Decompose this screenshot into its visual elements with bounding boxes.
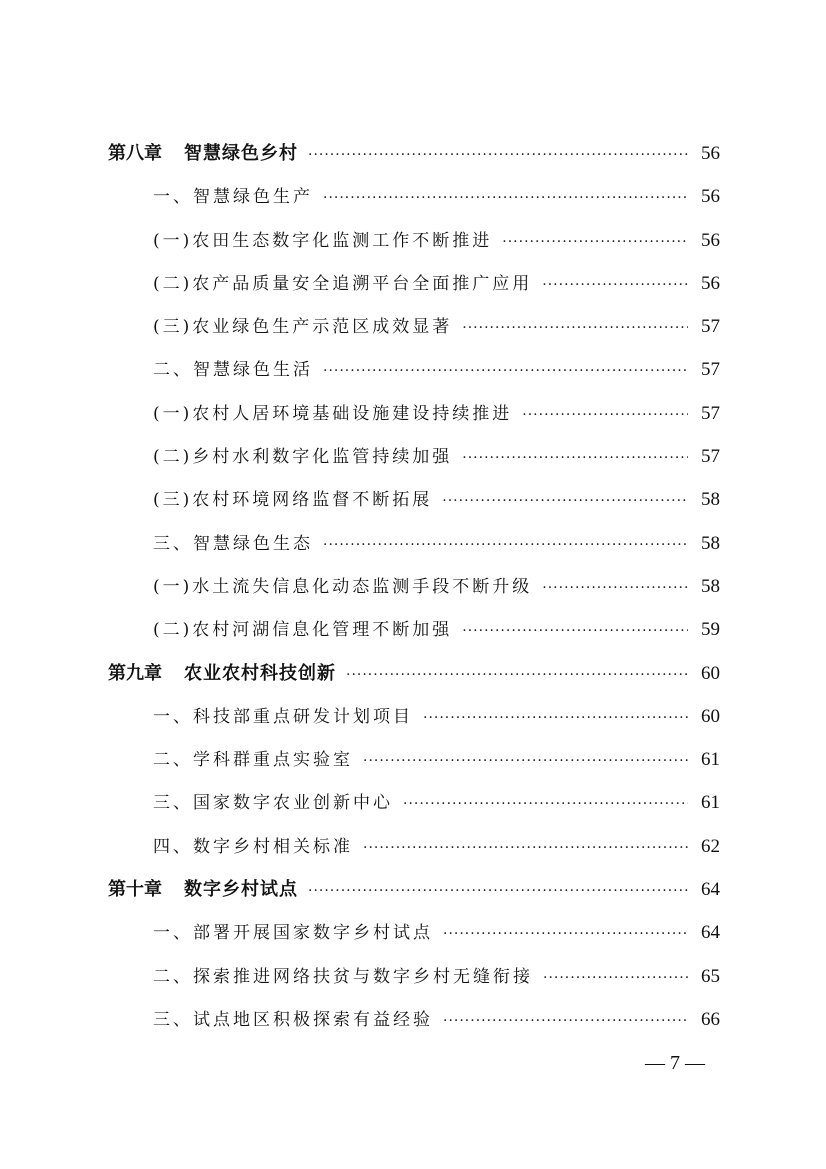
subsection-title: (二)农产品质量安全追溯平台全面推广应用 [153,273,533,294]
toc-subsection-entry[interactable] [108,435,720,478]
section-title: 三、智慧绿色生态 [153,533,313,554]
page-number: 57 [701,446,720,468]
page-number: 57 [701,316,720,338]
dot-leader [323,350,688,393]
table-of-contents [108,132,720,1041]
toc-section-entry[interactable] [108,998,720,1041]
dot-leader [542,264,688,307]
page-number: 57 [701,359,720,381]
dot-leader [442,480,688,523]
page-number: 60 [701,705,720,727]
page-number: 64 [701,879,720,901]
page-number: 58 [701,532,720,554]
dot-leader [346,654,688,697]
chapter-title: 数字乡村试点 [184,879,298,901]
dot-leader [522,394,688,437]
dot-leader [502,221,688,264]
toc-subsection-entry[interactable] [108,262,720,305]
page-number: 58 [701,489,720,511]
dot-leader [363,740,688,783]
toc-subsection-entry[interactable] [108,305,720,348]
toc-section-entry[interactable] [108,955,720,998]
toc-section-entry[interactable] [108,175,720,218]
toc-section-entry[interactable] [108,695,720,738]
subsection-title: (三)农村环境网络监督不断拓展 [153,490,433,511]
page-number: 65 [701,965,720,987]
toc-section-entry[interactable] [108,738,720,781]
dot-leader [323,177,688,220]
toc-chapter-entry[interactable] [108,652,720,695]
dot-leader [363,827,688,870]
page-number: 64 [701,922,720,944]
page-number: 62 [701,835,720,857]
chapter-number: 第十章 [108,879,162,901]
section-title: 三、试点地区积极探索有益经验 [153,1009,433,1030]
section-title: 一、智慧绿色生产 [153,187,313,208]
toc-subsection-entry[interactable] [108,565,720,608]
dot-leader [308,134,688,177]
toc-subsection-entry[interactable] [108,478,720,521]
toc-section-entry[interactable] [108,825,720,868]
section-title: 三、国家数字农业创新中心 [153,793,393,814]
toc-section-entry[interactable] [108,781,720,824]
toc-chapter-entry[interactable] [108,132,720,175]
chapter-title: 农业农村科技创新 [184,662,336,684]
toc-subsection-entry[interactable] [108,392,720,435]
dot-leader [403,783,688,826]
section-title: 四、数字乡村相关标准 [153,836,353,857]
dot-leader [542,567,688,610]
toc-subsection-entry[interactable] [108,608,720,651]
section-title: 一、科技部重点研发计划项目 [153,706,413,727]
chapter-title: 智慧绿色乡村 [184,143,298,164]
chapter-number: 第八章 [108,143,162,164]
page-number: 61 [701,792,720,814]
chapter-number: 第九章 [108,662,162,684]
dot-leader [423,697,688,740]
dot-leader [462,610,688,653]
dot-leader [443,1000,688,1043]
page-number: 61 [701,749,720,771]
page-number: 58 [701,575,720,597]
subsection-title: (三)农业绿色生产示范区成效显著 [153,317,453,338]
section-title: 二、探索推进网络扶贫与数字乡村无缝衔接 [153,966,533,987]
section-title: 二、智慧绿色生活 [153,360,313,381]
page-number: 56 [701,272,720,294]
subsection-title: (一)农村人居环境基础设施建设持续推进 [153,403,513,424]
subsection-title: (二)乡村水利数字化监管持续加强 [153,447,453,468]
subsection-title: (二)农村河湖信息化管理不断加强 [153,620,453,641]
section-title: 一、部署开展国家数字乡村试点 [153,923,433,944]
page-number: 56 [701,186,720,208]
dot-leader [462,307,688,350]
page-footer-number: — 7 — [645,1052,705,1074]
page-number: 57 [701,402,720,424]
page-number: 60 [701,662,720,684]
page-number: 59 [701,619,720,641]
toc-section-entry[interactable] [108,911,720,954]
page-number: 56 [701,143,720,164]
toc-section-entry[interactable] [108,522,720,565]
subsection-title: (一)农田生态数字化监测工作不断推进 [153,230,493,251]
toc-section-entry[interactable] [108,348,720,391]
subsection-title: (一)水土流失信息化动态监测手段不断升级 [153,576,533,597]
toc-subsection-entry[interactable] [108,219,720,262]
dot-leader [543,957,688,1000]
section-title: 二、学科群重点实验室 [153,750,353,771]
page-number: 56 [701,229,720,251]
dot-leader [443,913,688,956]
dot-leader [308,870,688,913]
dot-leader [323,524,688,567]
page-number: 66 [701,1008,720,1030]
toc-chapter-entry[interactable] [108,868,720,911]
dot-leader [462,437,688,480]
